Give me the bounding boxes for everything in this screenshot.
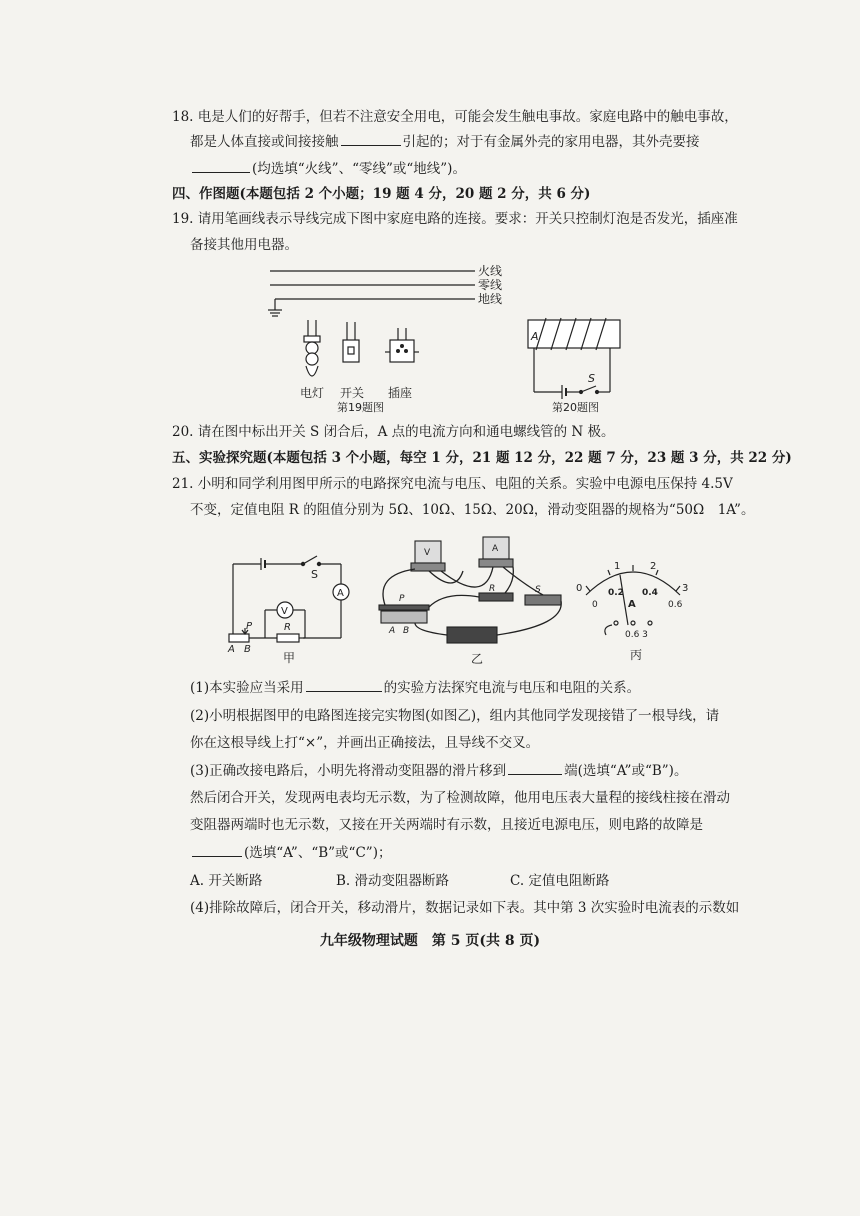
figure-19-caption: 第19题图 — [337, 401, 384, 414]
yi-meter-a-label: A — [492, 544, 499, 554]
q18-line1: 18. 电是人们的好帮手，但若不注意安全用电，可能会发生触电事故。家庭电路中的触电事故， — [172, 109, 738, 125]
dial-arc — [586, 572, 680, 595]
switch-device — [525, 595, 561, 605]
q21-2-line1: (2)小明根据图甲的电路图连接完实物图(如图乙)，组内其他同学发现接错了一根导线，请 — [190, 708, 720, 724]
voltmeter-label: V — [281, 606, 288, 617]
scale-bottom-1: 0.2 — [608, 588, 624, 598]
figure-jia-label: 甲 — [283, 651, 296, 665]
q18-line2 — [190, 133, 700, 151]
wire-label-ground: 地线 — [478, 292, 503, 306]
figure-21-yi-physical-circuit — [375, 535, 575, 670]
dial-ticks — [586, 565, 680, 591]
dial-needle — [620, 575, 628, 625]
socket-icon — [385, 328, 419, 362]
q21-1-text-b: 的实验方法探究电流与电压和电阻的关系。 — [383, 680, 641, 696]
ammeter-label: A — [337, 588, 344, 599]
terminal-a-label: A — [228, 644, 235, 655]
dial-unit-a: A — [628, 599, 636, 610]
figure-20-caption: 第20题图 — [552, 401, 599, 414]
scale-top-3: 3 — [682, 583, 689, 594]
yi-slider-p-label: P — [399, 594, 405, 604]
q21-1-answer-blank[interactable] — [306, 679, 382, 692]
switch-label: 开关 — [340, 386, 365, 400]
q21-3-option-a: A. 开关断路 — [190, 873, 263, 889]
page-footer: 九年级物理试题 第 5 页(共 8 页) — [319, 933, 541, 949]
q21-3-line1-text-b: 端(选填“A”或“B”)。 — [564, 763, 688, 779]
q21-3-line2: 然后闭合开关，发现两电表均无示数，为了检测故障，他用电压表大量程的接线柱接在滑动 — [190, 790, 730, 806]
scale-top-0: 0 — [576, 583, 583, 594]
q21-line2: 不变，定值电阻 R 的阻值分别为 5Ω、10Ω、15Ω、20Ω，滑动变阻器的规格为“50Ω 1A”。 — [190, 502, 755, 518]
q21-3-line4 — [190, 844, 391, 862]
resistor-device — [479, 593, 513, 601]
resistor-r-label: R — [284, 622, 291, 633]
switch-s-icon — [303, 556, 317, 564]
figure-19-household-circuit — [260, 258, 520, 418]
terminal-b-label: B — [244, 644, 251, 655]
rheostat-device — [381, 611, 427, 623]
q21-3-line3: 变阻器两端时也无示数，又接在开关两端时有示数，且接近电源电压，则电路的故障是 — [190, 817, 703, 833]
q19-line1: 19. 请用笔画线表示导线完成下图中家庭电路的连接。要求：开关只控制灯泡是否发光，插座准 — [172, 211, 738, 227]
q19-line2: 备接其他用电器。 — [190, 237, 298, 253]
lamp-icon — [304, 320, 320, 376]
slider-p-label: P — [246, 621, 253, 632]
yi-resistor-r-label: R — [489, 584, 496, 594]
q21-3-line4-text: (选填“A”、“B”或“C”)； — [244, 845, 392, 861]
scale-top-2: 2 — [650, 561, 657, 572]
q18-line3 — [190, 160, 466, 178]
switch-icon — [343, 322, 359, 362]
q21-3-option-c: C. 定值电阻断路 — [510, 873, 610, 889]
dial-terminals-label: 0.6 3 — [625, 630, 648, 640]
scale-bottom-3: 0.6 — [668, 600, 683, 610]
q18-answer-blank-1[interactable] — [341, 133, 401, 146]
resistor-r-icon — [277, 634, 299, 642]
yi-meter-v-label: V — [424, 548, 431, 558]
q21-2-line2: 你在这根导线上打“×”，并画出正确接法，且导线不交叉。 — [190, 735, 540, 751]
figure-21-bing-ammeter-dial — [568, 555, 698, 670]
yi-switch-s-label: S — [535, 585, 541, 595]
q18-line3-text: (均选填“火线”、“零线”或“地线”)。 — [252, 161, 466, 177]
wire-label-neutral: 零线 — [478, 278, 503, 292]
wire-label-live: 火线 — [478, 264, 503, 278]
scale-bottom-2: 0.4 — [642, 588, 658, 598]
figure-20-solenoid-circuit — [518, 312, 638, 418]
q18-answer-blank-2[interactable] — [192, 160, 250, 173]
switch-s-label: S — [311, 568, 318, 581]
scale-bottom-0: 0 — [592, 600, 598, 610]
q21-3-line1 — [190, 762, 687, 780]
q21-1-text-a: (1)本实验应当采用 — [190, 680, 304, 696]
q21-line1: 21. 小明和同学利用图甲所示的电路探究电流与电压、电阻的关系。实验中电源电压保持 4.5V — [172, 476, 733, 492]
rheostat-icon — [229, 634, 249, 642]
section4-title: 四、作图题(本题包括 2 个小题；19 题 4 分，20 题 2 分，共 6 分) — [172, 186, 591, 202]
battery-pack-device — [447, 627, 497, 643]
scale-top-1: 1 — [614, 561, 621, 572]
point-a-label: A — [531, 330, 539, 343]
q21-3-answer-blank-2[interactable] — [192, 844, 242, 857]
switch-s-label: S — [588, 372, 595, 385]
socket-label: 插座 — [388, 386, 413, 400]
q21-1-text — [190, 679, 640, 697]
q21-4-line1: (4)排除故障后，闭合开关，移动滑片，数据记录如下表。其中第 3 次实验时电流表的示数如 — [190, 900, 740, 916]
yi-terminal-b-label: B — [403, 626, 410, 636]
yi-terminal-a-label: A — [389, 626, 396, 636]
q21-3-answer-blank-1[interactable] — [508, 762, 562, 775]
lamp-label: 电灯 — [300, 386, 325, 400]
figure-yi-label: 乙 — [471, 652, 484, 666]
figure-21-jia-circuit-diagram — [225, 550, 360, 668]
q18-line2-text-b: 引起的；对于有金属外壳的家用电器，其外壳要接 — [402, 134, 700, 150]
figure-bing-label: 丙 — [630, 648, 643, 662]
q21-3-line1-text-a: (3)正确改接电路后，小明先将滑动变阻器的滑片移到 — [190, 763, 507, 779]
switch-s-icon — [581, 386, 596, 392]
q21-3-option-b: B. 滑动变阻器断路 — [336, 873, 450, 889]
section5-title: 五、实验探究题(本题包括 3 个小题，每空 1 分，21 题 12 分，22 题 7 分，23 题 3 分，共 22 分) — [172, 450, 792, 466]
q18-line2-text-a: 都是人体直接或间接接触 — [190, 134, 339, 150]
q20-text: 20. 请在图中标出开关 S 闭合后，A 点的电流方向和通电螺线管的 N 极。 — [172, 424, 615, 440]
